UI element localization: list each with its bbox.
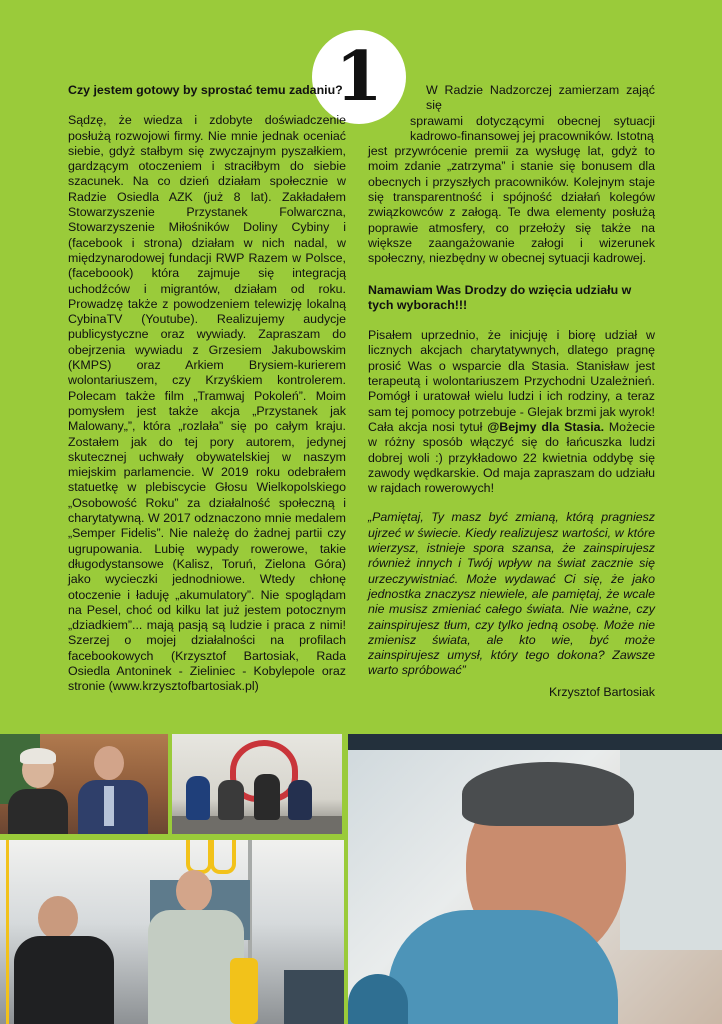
left-body: Sądzę, że wiedza i zdobyte doświadczenie posłużą rozwojowi firmy. Nie mnie jednak oceniać siebie, gdyż stałbym się zwyczajnym pyszałkiem, gardzącym otoczeniem i straciłbym do siebie szacunek. Na co dzień działam społecznie w Radzie Osiedla AZK (już 8 lat). Zakładałem Stowarzyszenie Przystanek Folwarczna, Stowarzyszenie Miłośników Doliny Cybiny i (facebook i strona) działam w nich nadal, w międzynarodowej fundacji RWP Razem w Polsce, (faceboook) która zajmuje się integracją uchodźców i migrantów, działam od roku. Prowadzę także z powodzeniem telewizję lokalną CybinaTV (Youtube). Realizujemy audycje publicystyczne oraz wywiady. Zapraszam do obejrzenia wywiadu z Grzesiem Jakubowskim (KMPS) oraz Arkiem Brysiem-kurierem wolontariuszem, czy Krzyśkiem kontrolerem. Polecam także film „Tramwaj Pokoleń”. Moim pomysłem jest także akcja „Przystanek jak Malowany„”, która „rozlała” się po całym kraju. Zostałem jak do tej pory autorem, jedynej skutecznej uchwały obywatelskiej w naszym miejskim parlamencie. W 2019 roku odebrałem statuetkę w plebiscycie Głosu Wielkopolskiego „Osobowość Roku” za działalność społeczną i charytatywną. W 2017 odznaczono mnie medalem „Semper Fidelis”. Nie należę do żadnej partii czy ugrupowania. Lubię wypady rowerowe, takie długodystansowe (Kalisz, Toruń, Zielona Góra) jako wycieczki jednodniowe. Wtedy chłonę otoczenie i ładuję „akumulatory”. Nie spoglądam na Pesel, choć od kilku lat już jestem potocznym „dziadkiem”... mają pasją są ludzie i praca z nimi! Szerzej o mojej działalności na profilach facebookowych (Krzysztof Bartosiak, Rada Osiedla Antoninek - Zieliniec - Kobylepole oraz stronie (www.krzysztofbartosiak.pl) <box>68 113 346 694</box>
right-intro-rest: sprawami dotyczącymi obecnej sytuacji kadrowo-finansowej jej pracowników. Istotną <box>410 113 655 143</box>
photo-group-with-heart <box>172 734 342 834</box>
right-paragraph-2-start: Pisałem uprzednio, że inicjuję i biorę udział w licznych akcjach charytatywnych, dlatego pragnę prosić Was o wsparcie dla Stasia. Stanisław jest terapeutą i wolontariuszem Przychodni Uzależnień. Pomógł i uratował wielu ludzi i ich rodziny, a teraz sam tej pomocy potrzebuje - Glejak brzmi jak wyrok! Cała akcja nosi tytuł <box>368 328 655 434</box>
photo-portrait-driver <box>348 734 722 1024</box>
campaign-name: @Bejmy dla Stasia. <box>487 419 605 434</box>
right-intro-line1: W Radzie Nadzorczej zamierzam zająć się <box>426 83 655 113</box>
photo-tram-interior <box>0 840 344 1024</box>
right-intro <box>368 83 655 144</box>
quote: „Pamiętaj, Ty masz być zmianą, którą pragniesz ujrzeć w świecie. Kiedy realizujesz wartości, w które wierzysz, istnieje spora szansa, że zainspirujesz również innych i Twój wpływ na świat zacznie się urzeczywistniać. Może wydawać Ci się, że jako jednostka znaczysz niewiele, ale pamiętaj, że wcale nie musisz zmieniać całego świata. Nie ważne, czy zainspirujesz tłum, czy tylko jedną osobę. Może nie zmienisz świata, ale kto wie, być może zainspirujesz umysł, który tego dokona? Zawsze warto spróbować” <box>368 510 655 678</box>
left-heading: Czy jestem gotowy by sprostać temu zadaniu? <box>68 83 343 97</box>
page-number-badge: 1 <box>312 30 406 124</box>
right-paragraph-1: jest przywrócenie premii za wysługę lat, gdyż to moim zdanie „zatrzyma” i stanie się bonusem dla obecnych i przyszłych pracowników. Kolejnym staje się transparentność i spójność działań kolegów związkowców z załogą. Te dwa elementy posłużą poprawie atmosfery, co przełoży się także na większe zaangażowanie załogi i wizerunek społeczny, niezbędny w obecnej sytuacji kadrowej. <box>368 144 655 266</box>
left-column <box>68 83 346 695</box>
signature: Krzysztof Bartosiak <box>548 684 655 699</box>
right-paragraph-2 <box>368 328 655 496</box>
photo-two-men-seated <box>0 734 168 834</box>
right-heading: Namawiam Was Drodzy do wzięcia udziału w tych wyborach!!! <box>368 282 632 312</box>
right-column <box>368 83 655 700</box>
right-paragraph-2-end: Możecie w różny sposób włączyć się do łańcuszka ludzi dobrej woli :) przykładowo 22 kwietnia oddybę się zawody wędkarskie. Od maja zapraszam do udziału w rajdach rowerowych! <box>368 419 655 496</box>
